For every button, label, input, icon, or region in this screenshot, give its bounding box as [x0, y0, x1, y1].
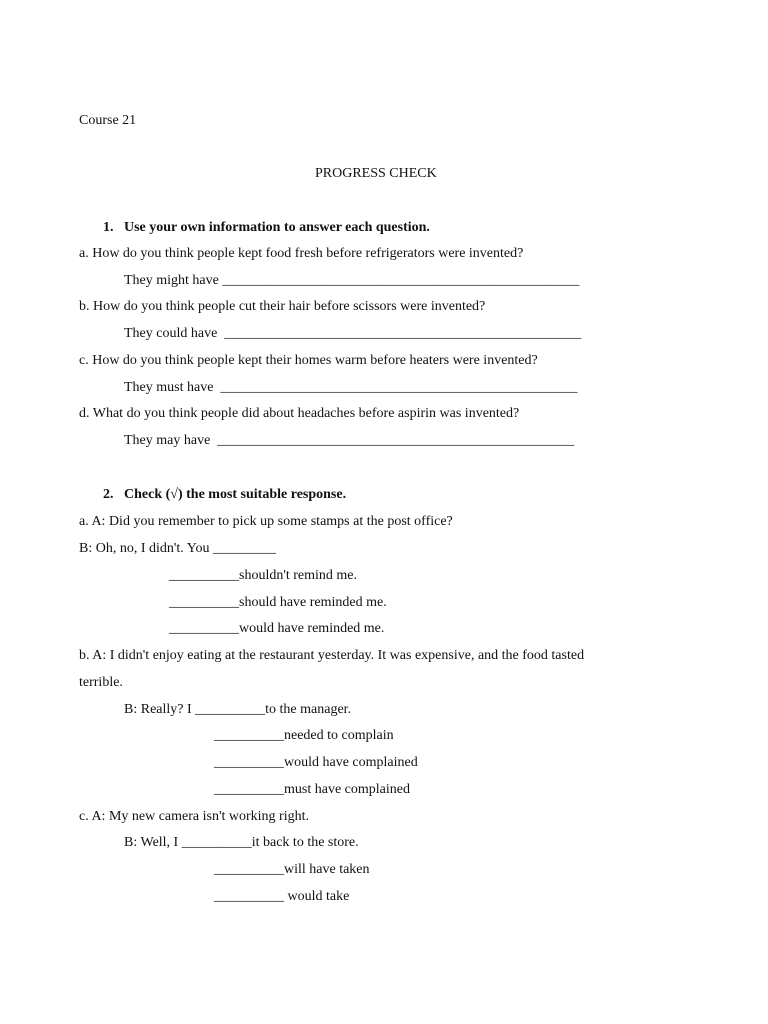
- course-label: Course 21: [79, 113, 137, 128]
- option-c1: __________will have taken: [214, 862, 370, 877]
- option-a1: __________shouldn't remind me.: [169, 568, 358, 583]
- question-b: b. How do you think people cut their hair before scissors were invented?: [79, 299, 486, 314]
- section-2-heading: 2. Check (√) the most suitable response.: [103, 487, 347, 502]
- dialog-c-response: B: Well, I __________it back to the store.: [124, 835, 359, 850]
- option-a2: __________should have reminded me.: [169, 595, 387, 610]
- question-d: d. What do you think people did about headaches before aspirin was invented?: [79, 406, 520, 421]
- answer-line-d: They may have ___________________________________________________: [124, 433, 575, 448]
- page-title: PROGRESS CHECK: [315, 166, 437, 181]
- answer-line-a: They might have ___________________________________________________: [124, 273, 580, 288]
- section-1-heading: 1. Use your own information to answer each question.: [103, 220, 430, 235]
- dialog-b-prompt: b. A: I didn't enjoy eating at the restaurant yesterday. It was expensive, and the food tasted: [79, 648, 585, 663]
- dialog-c-prompt: c. A: My new camera isn't working right.: [79, 809, 309, 824]
- option-b2: __________would have complained: [214, 755, 418, 770]
- question-a: a. How do you think people kept food fresh before refrigerators were invented?: [79, 246, 524, 261]
- option-b1: __________needed to complain: [214, 728, 394, 743]
- answer-line-c: They must have ___________________________________________________: [124, 380, 578, 395]
- question-c: c. How do you think people kept their homes warm before heaters were invented?: [79, 353, 538, 368]
- dialog-b-prompt-cont: terrible.: [79, 675, 123, 690]
- dialog-b-response: B: Really? I __________to the manager.: [124, 702, 352, 717]
- option-c2: __________ would take: [214, 889, 350, 904]
- dialog-a-prompt: a. A: Did you remember to pick up some stamps at the post office?: [79, 514, 453, 529]
- dialog-a-response: B: Oh, no, I didn't. You _________: [79, 541, 276, 556]
- option-a3: __________would have reminded me.: [169, 621, 385, 636]
- option-b3: __________must have complained: [214, 782, 410, 797]
- answer-line-b: They could have ___________________________________________________: [124, 326, 582, 341]
